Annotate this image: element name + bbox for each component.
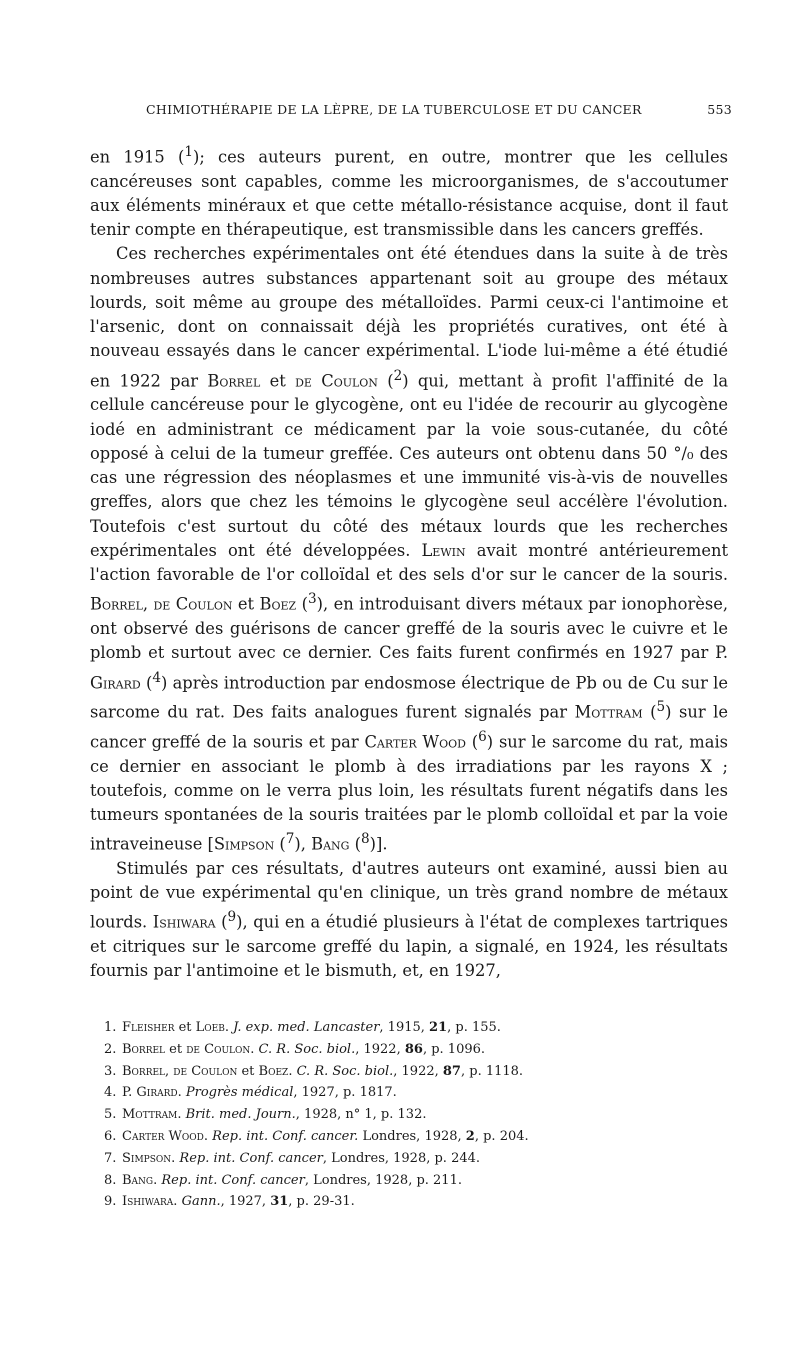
footnote: 8. Bang. Rep. int. Conf. cancer, Londres, 1928, p. 211.: [104, 1172, 462, 1188]
text-run: Stimulés par ces résultats, d'autres auteurs ont examiné, aussi bien au point de vue expérimental qu'en clinique, un très grand nombre de métaux lourds.: [90, 858, 728, 932]
text-run: ), en introduisant divers métaux par ionophorèse, ont observé des guérisons de cancer greffé de la souris avec le cuivre et le plomb et surtout avec ce dernier. Ces faits furent confirmés en 1927 par P.: [90, 594, 729, 663]
footnote: 9. Ishiwara. Gann., 1927, 31, p. 29-31.: [104, 1194, 355, 1210]
text-run: ); ces auteurs purent, en outre, montrer que les cellules cancéreuses sont capables, comme les microorganismes, de s'accoutumer aux éléments minéraux et que cette métallo-résistance acquise, dont il faut tenir compte en thérapeutique, est transmissible dans les cancers greffés.: [90, 147, 728, 240]
text-run: avait montré antérieurement l'action favorable de l'or colloïdal et des sels d'or sur le cancer de la souris.: [90, 540, 729, 585]
author-name: Simpson: [213, 834, 275, 854]
footnote: 1. Fleisher et Loeb. J. exp. med. Lancaster, 1915, 21, p. 155.: [104, 1020, 501, 1035]
author-name: Lewin: [421, 540, 466, 560]
text-run: (: [377, 371, 394, 391]
footnote-ref: 5: [656, 699, 666, 716]
text-run: (: [296, 594, 308, 614]
footnote-ref: 9: [227, 909, 237, 926]
author-name: Girard: [90, 672, 141, 692]
author-name: Borrel: [207, 371, 261, 391]
text-run: ) sur le sarcome du rat, mais ce dernier en associant le plomb à des irradiations par les rayons X ; toutefois, comme on le verra plus loin, les résultats furent négatifs dans les tumeurs spontanées de la souris traitées par le plomb colloïdal et par la voie intraveineuse [: [90, 732, 729, 854]
paragraph: [90, 242, 728, 857]
author-name: Carter Wood: [364, 732, 466, 752]
paragraph: [90, 857, 728, 984]
text-run: (: [215, 912, 228, 932]
text-run: et: [232, 594, 260, 614]
text-run: (: [466, 732, 479, 752]
text-run: (: [274, 834, 286, 854]
footnotes: [104, 1017, 724, 1213]
author-name: Boez: [259, 594, 297, 614]
footnote-ref: 7: [285, 831, 295, 848]
footnote-ref: 8: [360, 831, 370, 848]
author-name: de Coulon: [295, 371, 378, 391]
text-run: ),: [294, 834, 312, 854]
running-head-title: CHIMIOTHÉRAPIE DE LA LÈPRE, DE LA TUBERCULOSE ET DU CANCER: [146, 102, 642, 117]
text-run: )].: [369, 834, 388, 854]
text-run: ) qui, mettant à profit l'affinité de la cellule cancéreuse pour le glycogène, ont eu l'idée de recourir au glycogène iodé en administrant ce médicament par la voie sous-cutanée, du côté opposé à celui de la tumeur greffée. Ces auteurs ont obtenu dans 50 °/₀ des cas une régression des néoplasmes et une immunité vis-à-vis de nouvelles greffes, alors que chez les témoins le glycogène seul accélère l'évolution. Toutefois c'est surtout du côté des métaux lourds que les recherches expérimentales ont été développées.: [90, 371, 729, 560]
footnote: 2. Borrel et de Coulon. C. R. Soc. biol., 1922, 86, p. 1096.: [104, 1041, 486, 1057]
footnote: 3. Borrel, de Coulon et Boez. C. R. Soc. biol., 1922, 87, p. 1118.: [104, 1063, 524, 1079]
text-run: Ces recherches expérimentales ont été étendues dans la suite à de très nombreuses autres substances appartenant soit au groupe des métaux lourds, soit même au groupe des métalloïdes. Parmi ceux-ci l'antimoine et l'arsenic, dont on connaissait déjà les propriétés curatives, ont été à nouveau essayés dans le cancer expérimental. L'iode lui-même a été étudié en 1922 par: [90, 244, 728, 391]
author-name: Mottram: [574, 702, 643, 722]
footnote-ref: 6: [478, 728, 487, 745]
body-text: [90, 140, 728, 984]
text-run: (: [140, 672, 153, 692]
paragraph: [90, 140, 728, 242]
footnote: 7. Simpson. Rep. int. Conf. cancer, Londres, 1928, p. 244.: [104, 1150, 481, 1166]
footnote: 4. P. Girard. Progrès médical, 1927, p. 1817.: [104, 1085, 397, 1101]
footnote: 6. Carter Wood. Rep. int. Conf. cancer. Londres, 1928, 2, p. 204.: [104, 1128, 529, 1144]
text-run: ) sur le cancer greffé de la souris et par: [90, 702, 728, 752]
author-name: Borrel, de Coulon: [90, 594, 233, 614]
page-number: 553: [707, 102, 732, 117]
text-run: (: [642, 702, 657, 722]
text-run: ) après introduction par endosmose électrique de Pb ou de Cu sur le sarcome du rat. Des faits analogues furent signalés par: [90, 672, 728, 722]
text-run: et: [260, 371, 296, 391]
text-run: (: [349, 834, 361, 854]
footnote-ref: 4: [152, 669, 161, 686]
author-name: Ishiwara: [152, 912, 216, 932]
footnote-ref: 1: [184, 144, 193, 160]
author-name: Bang: [311, 834, 350, 854]
text-run: en 1915 (: [90, 147, 185, 167]
footnote-ref: 2: [393, 367, 403, 384]
footnote-ref: 3: [308, 591, 317, 608]
text-run: ), qui en a étudié plusieurs à l'état de complexes tartriques et citriques sur le sarcome greffé du lapin, a signalé, en 1924, les résultats fournis par l'antimoine et le bismuth, et, en 1927,: [90, 912, 728, 981]
footnote: 5. Mottram. Brit. med. Journ., 1928, n° 1, p. 132.: [104, 1107, 427, 1123]
